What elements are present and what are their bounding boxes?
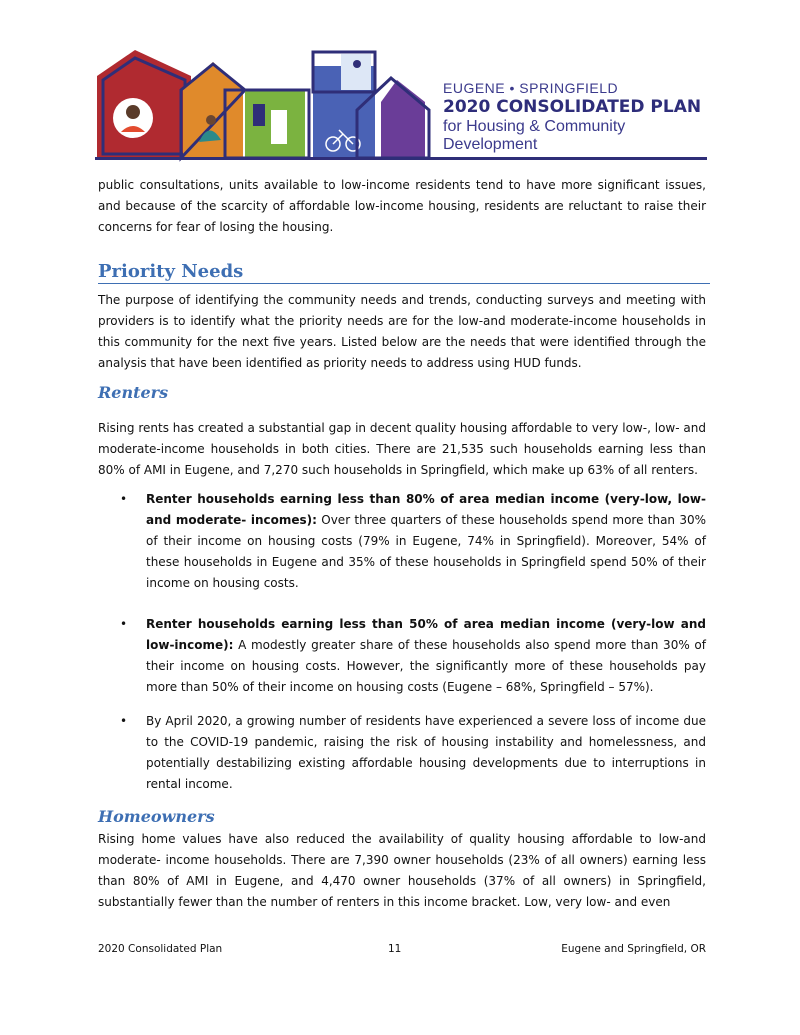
bullet-text: Over three quarters of these households spend more than 30% of their income on housing costs (79% in Eugene, 74% in Springfield). Moreover, 54% of these households in Eugene and 35% of these households in Springfield spend 50% of their income on housing costs. xyxy=(146,513,706,590)
purple-house xyxy=(381,80,425,158)
bullet-marker: • xyxy=(120,492,128,506)
brand-subtitle: for Housing & Community Development xyxy=(443,118,626,153)
footer-document-title: 2020 Consolidated Plan xyxy=(98,943,223,955)
bullet-bold-lead: Renter households earning less than 80% of area median income (very-low, low- and moderate- incomes): xyxy=(146,492,706,527)
homeowners-paragraph: Rising home values have also reduced the availability of quality housing affordable to low-and moderate- income households. There are 7,390 owner households (23% of all owners) earning less than 80% of AMI in Eugene, and 4,470 owner households (37% of all owners) in Springfield, substantially fewer than the number of renters in this income bracket. Low, very low- and even xyxy=(98,832,706,909)
bullet-marker: • xyxy=(120,617,128,631)
footer-page-number: 11 xyxy=(388,943,402,955)
brand-cities: EUGENE • SPRINGFIELD xyxy=(443,80,619,96)
renters-paragraph: Rising rents has created a substantial gap in decent quality housing affordable to very low-, low- and moderate-income households in both cities. There are 21,535 such households earning less than 80% of AMI in Eugene, and 7,270 such households in Springfield, which make up 63% of all renters. xyxy=(98,421,706,477)
footer-jurisdiction: Eugene and Springfield, OR xyxy=(561,943,706,955)
bullet-bold-lead: Renter households earning less than 50% of area median income (very-low and low-income): xyxy=(146,617,706,652)
subheading-renters: Renters xyxy=(98,383,169,402)
subheading-homeowners: Homeowners xyxy=(98,807,215,826)
orange-house xyxy=(183,62,243,158)
bullet-text: A modestly greater share of these households also spend more than 30% of their income on housing costs. However, the significantly more of these households pay more than 50% of their income on housing costs (Eugene – 68%, Springfield – 57%). xyxy=(146,638,706,694)
plan-title-block xyxy=(443,80,707,154)
bullet-marker: • xyxy=(120,714,128,728)
brand-plan-title: 2020 CONSOLIDATED PLAN xyxy=(443,97,702,117)
header-divider xyxy=(95,157,707,160)
intro-paragraph: public consultations, units available to low-income residents tend to have more significant issues, and because of the scarcity of affordable low-income housing, residents are reluctant to raise their concerns for fear of losing the housing. xyxy=(98,178,706,234)
renters-bullet-80-ami xyxy=(120,489,706,594)
houses-logo-illustration xyxy=(95,40,435,162)
section-heading-priority-needs: Priority Needs xyxy=(98,261,710,284)
priority-needs-paragraph: The purpose of identifying the community needs and trends, conducting surveys and meeting with providers is to identify what the priority needs are for the low-and moderate-income households in this community for the next five years. Listed below are the needs that were identified through the analysis that have been identified as priority needs to address using HUD funds. xyxy=(98,293,706,370)
page-header xyxy=(95,40,707,162)
renters-bullet-covid xyxy=(120,711,706,795)
bullet-text: By April 2020, a growing number of residents have experienced a severe loss of income due to the COVID-19 pandemic, raising the risk of housing instability and homelessness, and potentially destabilizing existing affordable housing developments due to interruptions in rental income. xyxy=(146,714,706,791)
renters-bullet-50-ami xyxy=(120,614,706,698)
